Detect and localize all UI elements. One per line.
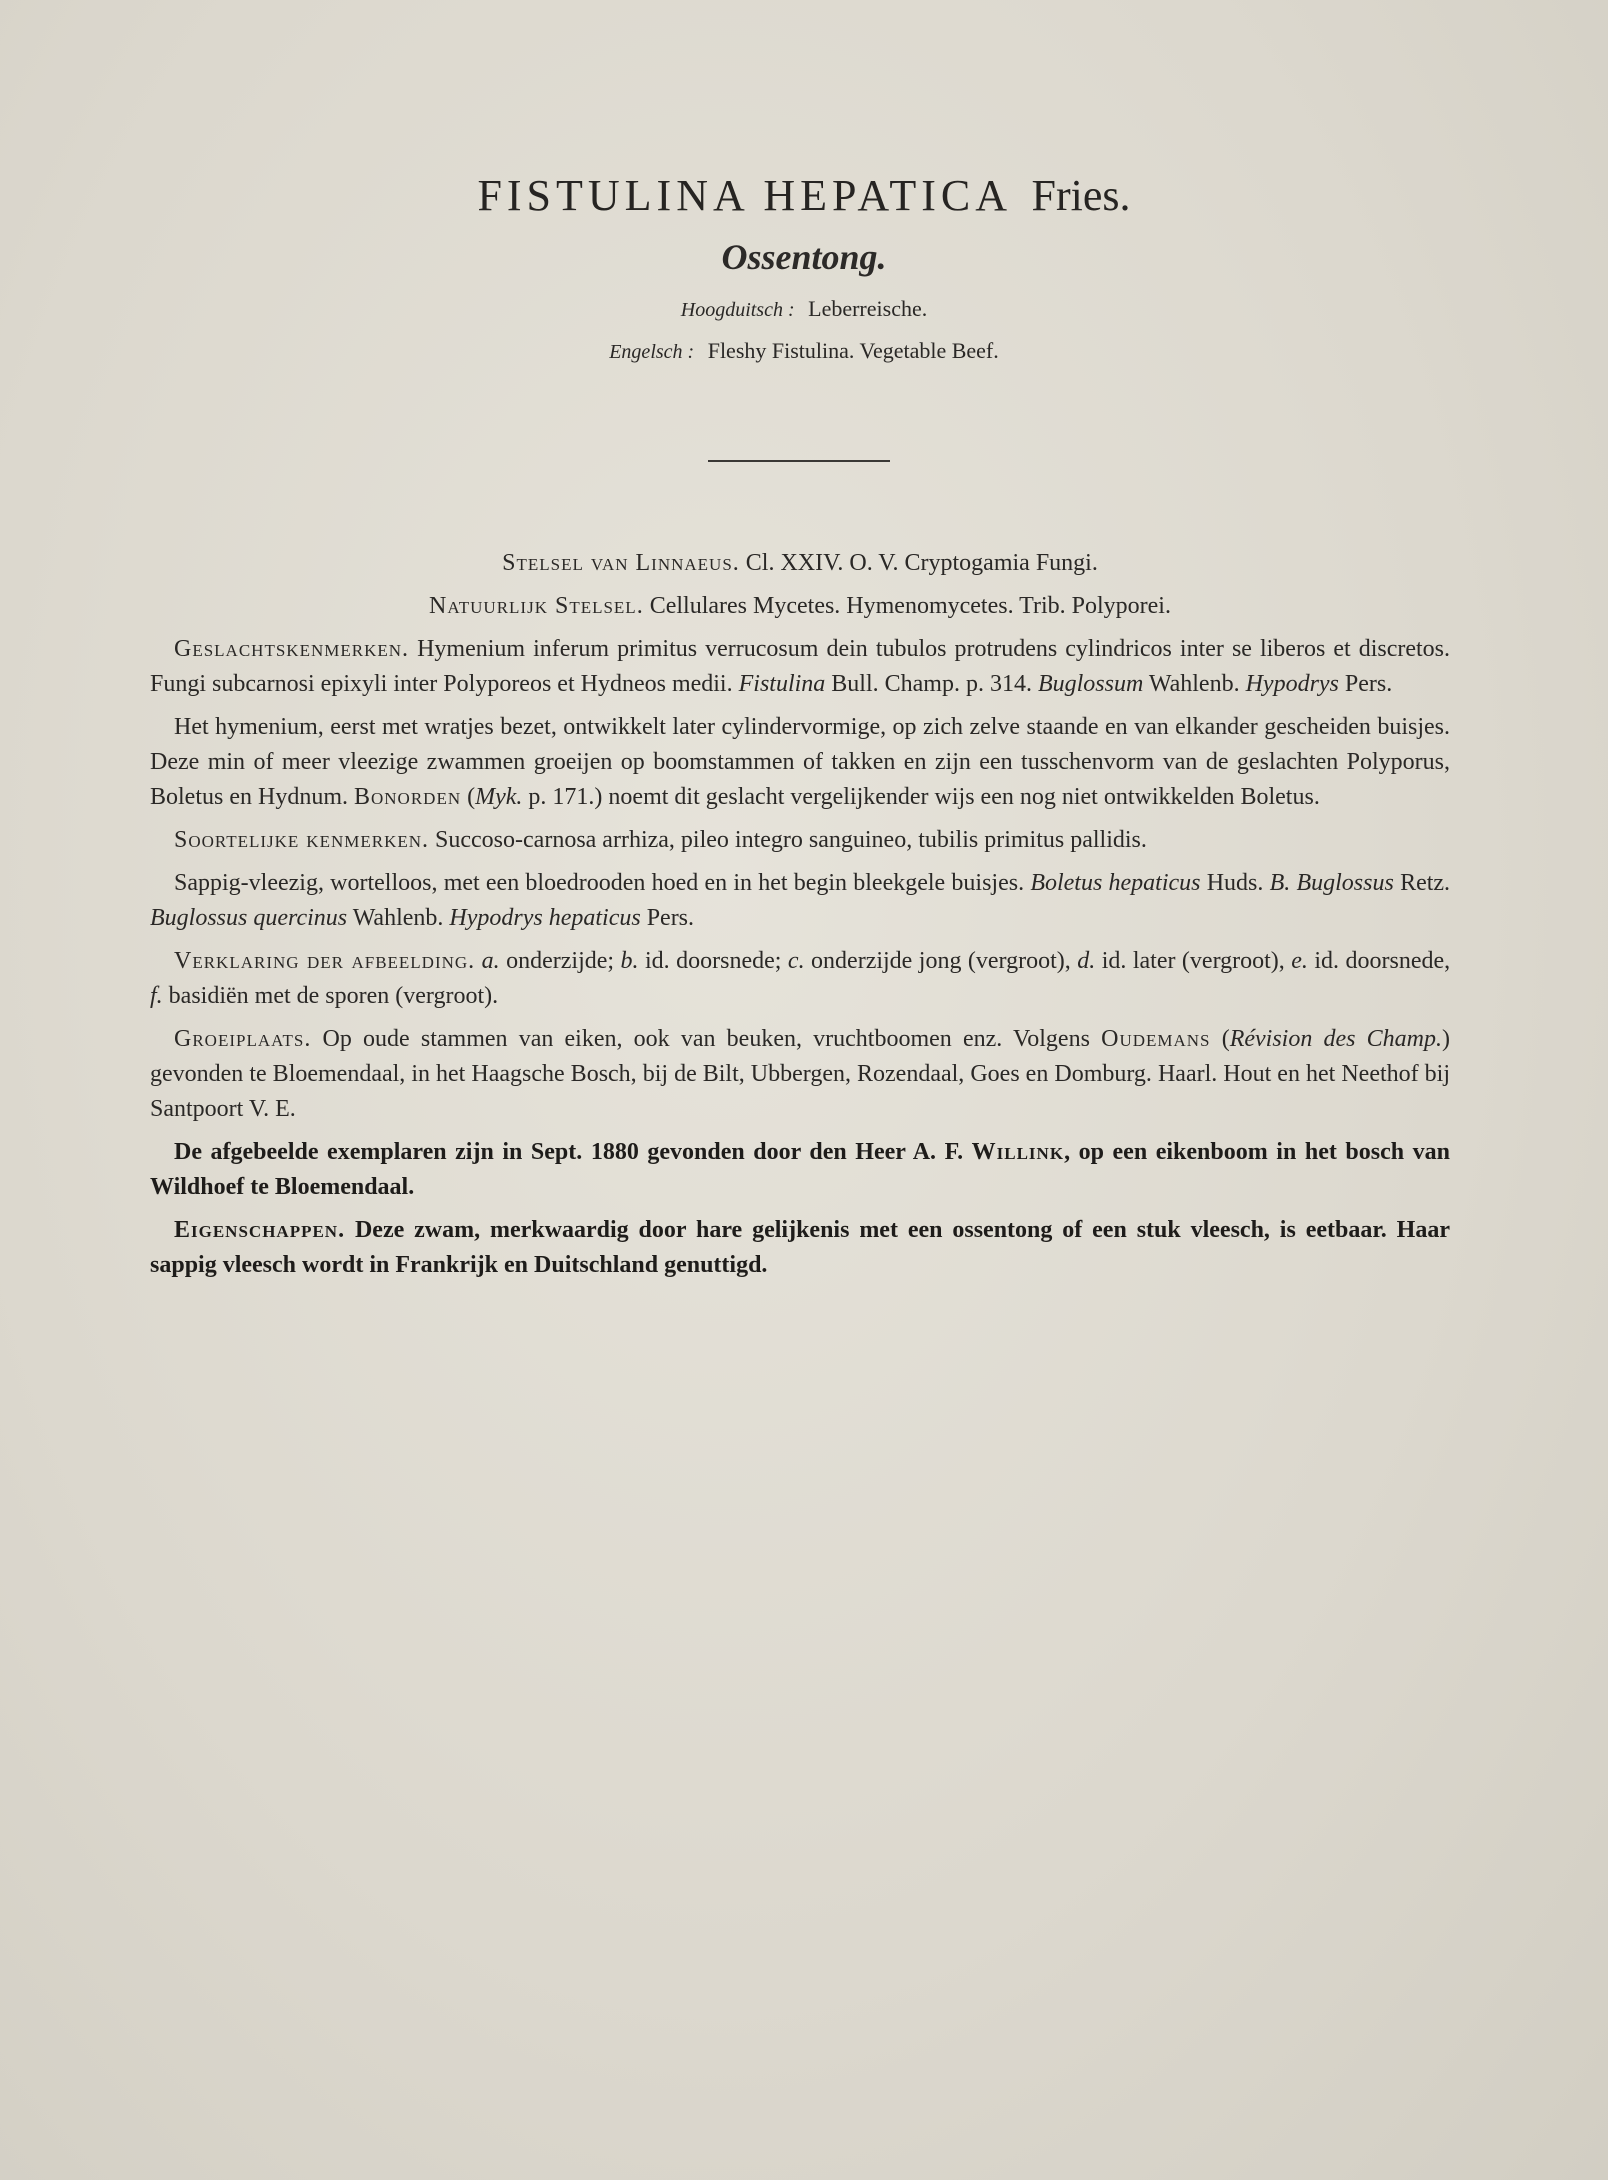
german-name: Leberreische.: [808, 296, 928, 321]
species-dutch: Sappig-vleezig, wortelloos, met een bloedrooden hoed en in het begin bleekgele buisjes.: [174, 870, 1025, 896]
figure-e: e.: [1291, 948, 1308, 974]
species-b-buglossus: B. Buglossus: [1269, 870, 1394, 896]
linnaeus-text: Cl. XXIV. O. V. Cryptogamia Fungi.: [745, 550, 1098, 576]
figure-f-text: basidiën met de sporen (vergroot).: [168, 983, 499, 1009]
figure-e-text: id. doorsnede,: [1314, 948, 1451, 974]
genus-buglossum: Buglossum: [1037, 671, 1144, 697]
title-author: Fries.: [1031, 171, 1131, 220]
figure-c-text: onderzijde jong (vergroot),: [811, 948, 1071, 974]
page-title: [0, 170, 1608, 221]
english-label: Engelsch :: [609, 341, 695, 363]
english-name-line: [0, 338, 1608, 364]
genus-myk: Myk.: [475, 784, 523, 810]
genus-label: Geslachtskenmerken.: [174, 636, 410, 662]
genus-latin-1: Hymenium inferum primitus verrucosum dein tubulos protrudens cylindricos inter se liberos et discretos. Fungi subcarnosi epixyli inter Polyporeos et Hydneos medii.: [150, 636, 1451, 697]
dutch-name: Ossentong.: [721, 237, 887, 277]
habitat-label: Groeiplaats.: [174, 1026, 312, 1052]
german-name-line: [0, 296, 1608, 322]
english-name: Fleshy Fistulina. Vegetable Beef.: [707, 338, 999, 363]
properties-text: Deze zwam, merkwaardig door hare gelijkenis met een ossentong of een stuk vleesch, is eetbaar. Haar sappig vleesch wordt in Frankrijk en Duitschland genuttigd.: [150, 1217, 1451, 1278]
figure-f: f.: [150, 983, 163, 1009]
species-hypodrys: Hypodrys hepaticus: [449, 905, 641, 931]
species-pers: Pers.: [646, 905, 695, 931]
species-characters-dutch: [150, 866, 1450, 936]
genus-characters-latin: [150, 632, 1450, 702]
natural-system: [150, 589, 1450, 624]
figure-d-text: id. later (vergroot),: [1101, 948, 1285, 974]
species-wahlenb: Wahlenb.: [352, 905, 444, 931]
habitat-revision: Révision des Champ.: [1229, 1026, 1443, 1052]
genus-dutch-3: p. 171.) noemt dit geslacht vergelijkender wijs een nog niet ontwikkelden Boletus.: [528, 784, 1320, 810]
species-boletus: Boletus hepaticus: [1030, 870, 1201, 896]
genus-latin-2: Bull. Champ. p. 314.: [831, 671, 1032, 697]
species-retz: Retz.: [1400, 870, 1451, 896]
description-body: [150, 546, 1450, 1291]
german-label: Hoogduitsch :: [680, 299, 795, 321]
species-huds: Huds.: [1206, 870, 1264, 896]
properties: [150, 1213, 1450, 1283]
specimen-text-1: De afgebeelde exemplaren zijn in Sept. 1880 gevonden door den Heer A. F.: [174, 1139, 964, 1165]
title-genus-species: FISTULINA HEPATICA: [477, 171, 1010, 220]
specimen-text-2: , op een eikenboom in het bosch van Wildhoef te Bloemendaal.: [150, 1139, 1450, 1200]
figure-label: Verklaring der afbeelding.: [174, 948, 476, 974]
linnaeus-label: Stelsel van Linnaeus.: [502, 550, 740, 576]
specimen-note: [150, 1135, 1450, 1205]
habitat-text-1: Op oude stammen van eiken, ook van beuken, vruchtboomen enz. Volgens: [322, 1026, 1090, 1052]
figure-b-text: id. doorsnede;: [645, 948, 782, 974]
habitat: Groeiplaats. Op oude stammen van eiken, ook van beuken, vruchtboomen enz. Volgens Oudemans (Révision des Champ.) gevonden te Bloemendaal, in het Haagsche Bosch, bij de Bilt, Ubbergen, Rozendaal, Goes en Domburg. Haarl. Hout en het Neethof bij Santpoort V. E.: [150, 1026, 1451, 1122]
linnaeus-system: [150, 546, 1450, 581]
figure-d: d.: [1077, 948, 1096, 974]
species-label: Soortelijke kenmerken.: [174, 827, 430, 853]
divider-rule: [708, 460, 890, 462]
genus-fistulina: Fistulina: [738, 671, 826, 697]
genus-dutch-2: (: [467, 784, 476, 810]
properties-label: Eigenschappen.: [174, 1217, 346, 1243]
species-characters-latin: [150, 823, 1450, 858]
habitat-oudemans: Oudemans: [1101, 1026, 1211, 1052]
genus-characters-dutch: [150, 710, 1450, 815]
genus-hypodrys: Hypodrys: [1245, 671, 1339, 697]
genus-latin-4: Pers.: [1344, 671, 1393, 697]
habitat-text-2: gevonden te Bloemendaal, in het Haagsche Bosch, bij de Bilt, Ubbergen, Rozendaal, Goes en Domburg. Haarl. Hout en het Neethof bij Santpoort V. E.: [150, 1061, 1450, 1122]
figure-a: a.: [481, 948, 500, 974]
genus-bonorden: Bonorden: [354, 784, 462, 810]
specimen-willink: Willink: [971, 1139, 1065, 1165]
figure-a-text: onderzijde;: [506, 948, 615, 974]
species-latin: Succoso-carnosa arrhiza, pileo integro sanguineo, tubilis primitus pallidis.: [435, 827, 1147, 853]
genus-latin-3: Wahlenb.: [1148, 671, 1240, 697]
natural-text: Cellulares Mycetes. Hymenomycetes. Trib. Polyporei.: [649, 593, 1171, 619]
figure-c: c.: [787, 948, 805, 974]
species-buglossus-quercinus: Buglossus quercinus: [150, 905, 348, 931]
natural-label: Natuurlijk Stelsel.: [429, 593, 644, 619]
genus-dutch-1: Het hymenium, eerst met wratjes bezet, ontwikkelt later cylindervormige, op zich zelve staande en van elkander gescheiden buisjes. Deze min of meer vleezige zwammen groeijen op boomstammen of takken en zijn een tusschenvorm van de geslachten Polyporus, Boletus en Hydnum.: [150, 714, 1450, 810]
figure-explanation: [150, 944, 1450, 1014]
figure-b: b.: [620, 948, 639, 974]
